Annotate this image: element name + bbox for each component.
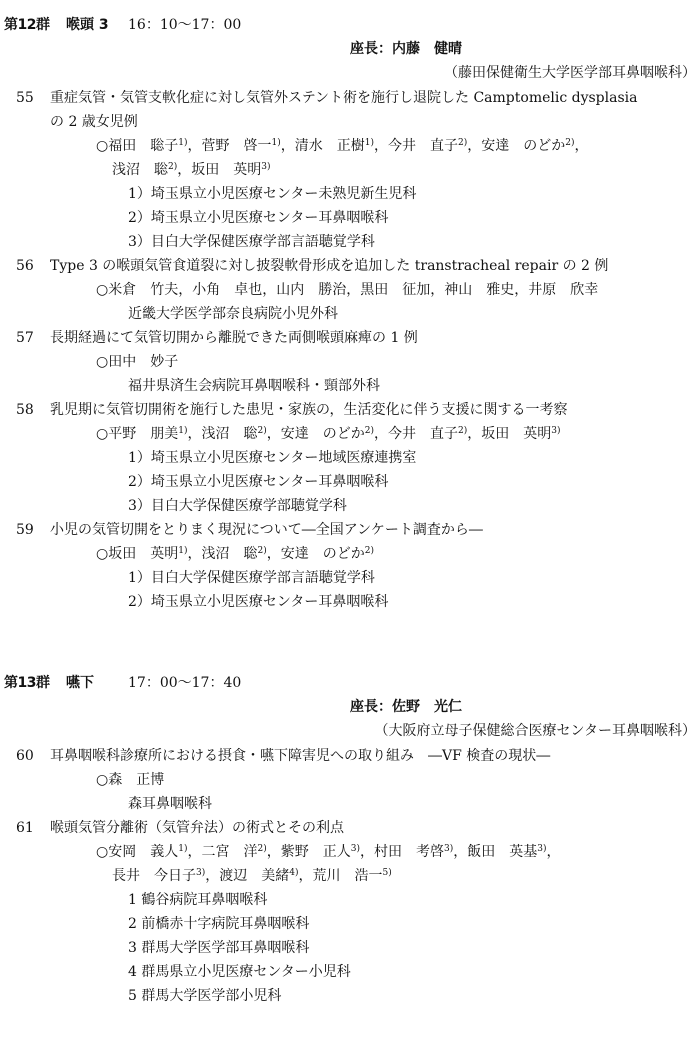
author-name: ，坂田 英明	[177, 162, 262, 178]
presentation	[0, 326, 700, 398]
presentation	[0, 744, 700, 816]
author-name: ，飯田 英基	[453, 844, 538, 860]
session-group: 第13群	[4, 675, 50, 691]
presentation-title-line: 長期経過にて気管切開から離脱できた両側喉頭麻痺の 1 例	[50, 330, 418, 346]
author-name: ，村田 考啓	[359, 844, 444, 860]
presentation-number: 58	[16, 402, 34, 418]
affiliation: 1）埼玉県立小児医療センター地域医療連携室	[128, 450, 417, 466]
author-line	[0, 542, 700, 566]
presentation-number: 59	[16, 522, 34, 538]
affiliation-mark: 2)	[168, 162, 178, 172]
author-name: ，安達 のどか	[266, 426, 365, 442]
presentation	[0, 86, 700, 254]
author-name: ○安岡 義人	[96, 844, 179, 860]
affiliation: 3 群馬大学医学部耳鼻咽喉科	[128, 940, 310, 956]
presentation-title-line: 喉頭気管分離術（気管弁法）の術式とその利点	[50, 820, 344, 836]
session-group: 第12群	[4, 17, 50, 33]
presentation-number: 55	[16, 90, 34, 106]
presentation-title-line: 重症気管・気管支軟化症に対し気管外ステント術を施行し退院した Camptomelic dysplasia	[50, 90, 638, 106]
author-name: ○米倉 竹夫，小角 卓也，山内 勝治，黒田 征加，神山 雅史，井原 欣幸	[96, 282, 599, 298]
session-12	[0, 14, 700, 614]
author-name: ，渡辺 美緒	[205, 868, 290, 884]
author-name: ○森 正博	[96, 772, 165, 788]
session-name: 嚥下	[66, 675, 94, 691]
author-line	[0, 864, 700, 888]
author-name: 長井 今日子	[112, 868, 196, 884]
author-name: ○田中 妙子	[96, 354, 179, 370]
author-line	[0, 158, 700, 182]
author-name: ，二宮 洋	[187, 844, 258, 860]
affiliation-mark: 2)	[257, 426, 267, 436]
author-name: ，坂田 英明	[467, 426, 552, 442]
presentation-title-line: 耳鼻咽喉科診療所における摂食・嚥下障害児への取り組み ―VF 検査の現状―	[50, 748, 551, 764]
presentation-number: 57	[16, 330, 34, 346]
session-time: 16：10～17：00	[128, 17, 242, 33]
affiliation-mark: 3)	[443, 844, 454, 854]
affiliation: 2）埼玉県立小児医療センター耳鼻咽喉科	[128, 594, 389, 610]
session-time: 17：00～17：40	[128, 675, 242, 691]
affiliation-mark: 1)	[178, 426, 188, 436]
affiliation: 福井県済生会病院耳鼻咽喉科・頸部外科	[128, 378, 380, 394]
session-13	[0, 672, 700, 1008]
author-name: ○平野 朋美	[96, 426, 179, 442]
affiliation-mark: 3)	[261, 162, 271, 172]
author-name: ○坂田 英明	[96, 546, 179, 562]
author-line	[0, 768, 700, 792]
affiliation-mark: 3)	[350, 844, 360, 854]
author-name: ，	[574, 138, 589, 154]
author-line	[0, 134, 700, 158]
author-line	[0, 278, 700, 302]
affiliation-mark: 1)	[364, 138, 374, 148]
author-line	[0, 840, 700, 864]
author-line	[0, 350, 700, 374]
presentation-number: 61	[16, 820, 34, 836]
affiliation-mark: 1)	[178, 546, 188, 556]
presentation	[0, 398, 700, 518]
author-name: ，荒川 浩一	[298, 868, 383, 884]
author-name: ，	[546, 844, 561, 860]
affiliation-mark: 2)	[364, 546, 374, 556]
author-name: ，浅沼 聡	[187, 426, 258, 442]
affiliation: 1）埼玉県立小児医療センター未熟児新生児科	[128, 186, 417, 202]
chairperson-affiliation: （大阪府立母子保健総合医療センター耳鼻咽喉科）	[374, 723, 696, 739]
affiliation: 2）埼玉県立小児医療センター耳鼻咽喉科	[128, 474, 389, 490]
author-name: ，今井 直子	[373, 138, 458, 154]
affiliation-mark: 3)	[537, 844, 547, 854]
affiliation: 森耳鼻咽喉科	[128, 796, 212, 812]
affiliation-mark: 5)	[382, 868, 392, 878]
affiliation-mark: 2)	[565, 138, 575, 148]
author-name: ，安達 のどか	[266, 546, 365, 562]
chairperson: 座長：佐野 光仁	[350, 699, 462, 715]
author-name: ，安達 のどか	[467, 138, 566, 154]
author-name: ○福田 聡子	[96, 138, 179, 154]
presentation-title-line: Type 3 の喉頭気管食道裂に対し披裂軟骨形成を追加した transtracheal repair の 2 例	[50, 258, 609, 274]
presentation-title-line: の 2 歳女児例	[50, 114, 138, 130]
affiliation-mark: 2)	[457, 138, 468, 148]
affiliation-mark: 2)	[457, 426, 468, 436]
presentation-title-line: 小児の気管切開をとりまく現況について―全国アンケート調査から―	[50, 522, 483, 538]
affiliation-mark: 2)	[257, 844, 267, 854]
presentation	[0, 816, 700, 1008]
session-header	[0, 14, 700, 38]
affiliation-mark: 2)	[364, 426, 374, 436]
author-name: ，菅野 啓一	[187, 138, 272, 154]
author-name: ，清水 正樹	[280, 138, 365, 154]
chairperson: 座長：内藤 健晴	[350, 41, 462, 57]
affiliation: 1 鶴谷病院耳鼻咽喉科	[128, 892, 268, 908]
affiliation: 3）目白大学保健医療学部聴覚学科	[128, 498, 347, 514]
affiliation: 3）目白大学保健医療学部言語聴覚学科	[128, 234, 375, 250]
affiliation-mark: 1)	[178, 844, 188, 854]
affiliation: 5 群馬大学医学部小児科	[128, 988, 282, 1004]
session-name: 喉頭 3	[66, 17, 109, 33]
author-name: 浅沼 聡	[112, 162, 168, 178]
chairperson-affiliation: （藤田保健衛生大学医学部耳鼻咽喉科）	[444, 65, 696, 81]
presentation	[0, 254, 700, 326]
affiliation-mark: 2)	[257, 546, 267, 556]
presentation	[0, 518, 700, 614]
author-name: ，浅沼 聡	[187, 546, 258, 562]
presentation-number: 56	[16, 258, 34, 274]
session-header	[0, 672, 700, 696]
affiliation-mark: 3)	[551, 426, 561, 436]
affiliation-mark: 1)	[178, 138, 188, 148]
affiliation: 2 前橋赤十字病院耳鼻咽喉科	[128, 916, 310, 932]
affiliation-mark: 3)	[196, 868, 206, 878]
affiliation: 1）目白大学保健医療学部言語聴覚学科	[128, 570, 375, 586]
presentation-number: 60	[16, 748, 34, 764]
affiliation: 近畿大学医学部奈良病院小児外科	[128, 306, 338, 322]
affiliation-mark: 4)	[289, 868, 299, 878]
affiliation: 4 群馬県立小児医療センター小児科	[128, 964, 351, 980]
author-line	[0, 422, 700, 446]
presentation-title-line: 乳児期に気管切開術を施行した患児・家族の，生活変化に伴う支援に関する一考察	[50, 402, 568, 418]
affiliation-mark: 1)	[271, 138, 281, 148]
affiliation: 2）埼玉県立小児医療センター耳鼻咽喉科	[128, 210, 389, 226]
author-name: ，紫野 正人	[266, 844, 351, 860]
author-name: ，今井 直子	[373, 426, 458, 442]
